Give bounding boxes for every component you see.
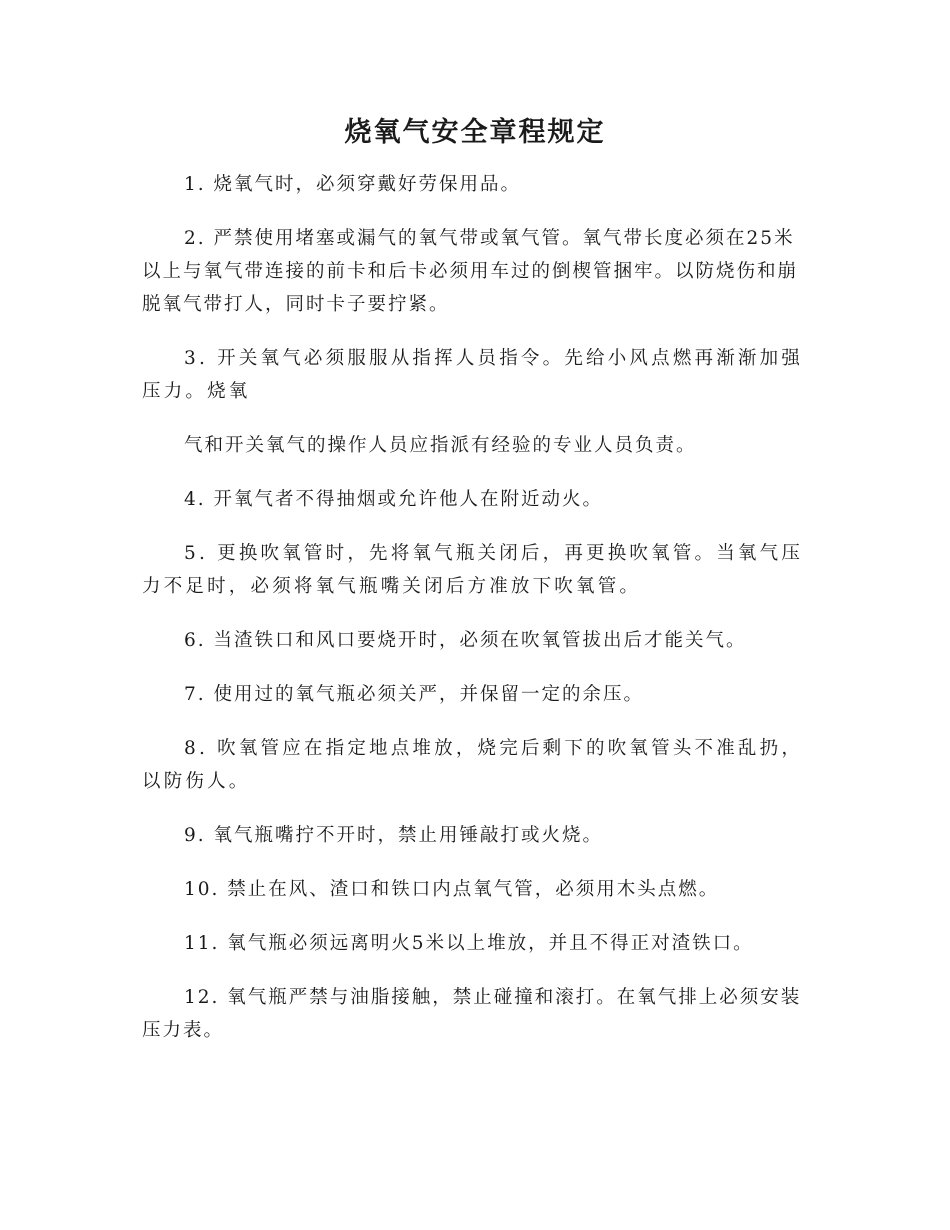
- rule-paragraph-9: 9. 氧气瓶嘴拧不开时，禁止用锤敲打或火烧。: [184, 825, 604, 846]
- rule-paragraph-12: 12. 氧气瓶严禁与油脂接触，禁止碰撞和滚打。在氧气排上必须安装压力表。: [142, 987, 802, 1041]
- rule-paragraph-3: 3. 开关氧气必须服服从指挥人员指令。先给小风点燃再渐渐加强压力。烧氧: [142, 348, 804, 402]
- rule-paragraph-2: 2. 严禁使用堵塞或漏气的氧气带或氧气管。氧气带长度必须在25米以上与氧气带连接的前卡和后卡必须用车过的倒楔管捆牢。以防烧伤和崩脱氧气带打人，同时卡子要拧紧。: [142, 228, 799, 315]
- rule-paragraph-11: 11. 氧气瓶必须远离明火5米以上堆放，并且不得正对渣铁口。: [184, 933, 754, 954]
- rule-paragraph-3-continued: 气和开关氧气的操作人员应指派有经验的专业人员负责。: [184, 435, 697, 456]
- document-title: 烧氧气安全章程规定: [344, 117, 606, 148]
- rule-paragraph-4: 4. 开氧气者不得抽烟或允许他人在附近动火。: [184, 489, 604, 510]
- rule-paragraph-10: 10. 禁止在风、渣口和铁口内点氧气管，必须用木头点燃。: [184, 879, 720, 900]
- rule-paragraph-7: 7. 使用过的氧气瓶必须关严，并保留一定的余压。: [184, 684, 645, 705]
- rule-paragraph-1: 1. 烧氧气时，必须穿戴好劳保用品。: [184, 174, 522, 195]
- document-body: [142, 168, 814, 1068]
- rule-paragraph-6: 6. 当渣铁口和风口要烧开时，必须在吹氧管拔出后才能关气。: [184, 630, 747, 651]
- rule-paragraph-5: 5. 更换吹氧管时，先将氧气瓶关闭后，再更换吹氧管。当氧气压力不足时，必须将氧气瓶嘴关闭后方准放下吹氧管。: [142, 543, 804, 597]
- rule-paragraph-8: 8. 吹氧管应在指定地点堆放，烧完后剩下的吹氧管头不准乱扔，以防伤人。: [142, 738, 804, 792]
